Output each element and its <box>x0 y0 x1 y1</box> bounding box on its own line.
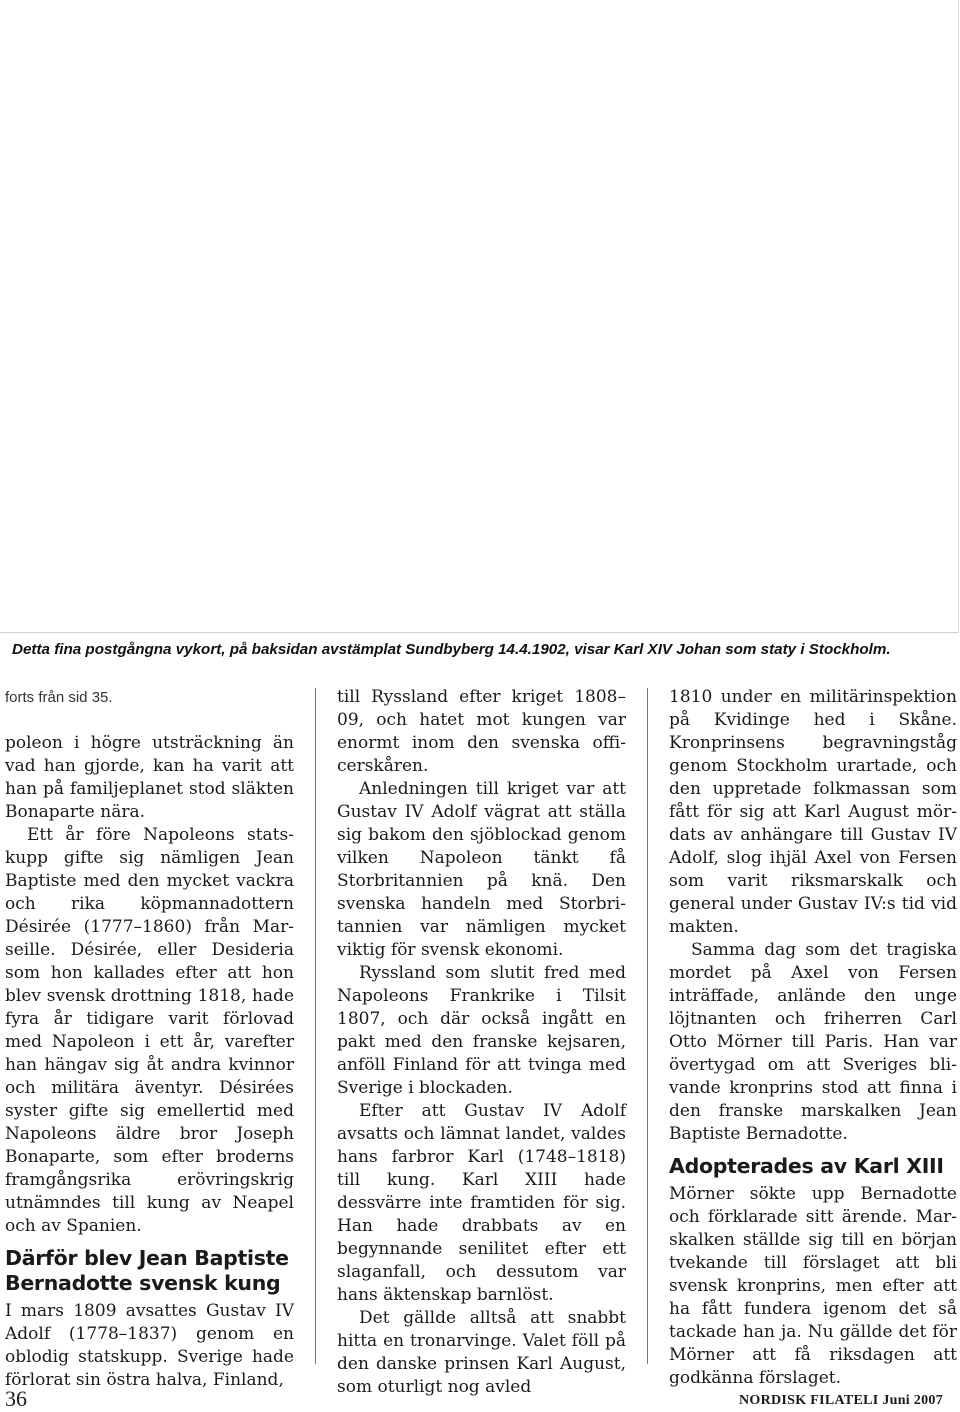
paragraph: 1810 under en militärinspektion på Kvidinge hed i Skåne. Kronprinsens begravningståg genom Stockholm urartade, och den uppretade folkmassan som fått för sig att Karl August mördats av anhängare till Gustav IV Adolf, slog ihjäl Axel von Fersen som varit riksmarskalk och general under Gustav IV:s tid vid makten. <box>669 687 957 937</box>
image-caption: Detta fina postgångna vykort, på baksidan avstämplat Sundbyberg 14.4.1902, visar Karl XIV Johan som staty i Stockholm. <box>12 641 891 658</box>
paragraph: Ryssland som slutit fred med Napoleons Frankrike i Tilsit 1807, och där också ingått en pakt med den franske kejsaren, anföll Finland för att tvinga med Sverige i blockaden. <box>337 963 626 1098</box>
article-column-1 <box>5 686 294 1392</box>
column-divider-1 <box>315 688 316 1364</box>
paragraph: till Ryssland efter kriget 1808–09, och hatet mot kungen var enormt inom den svenska officerskåren. <box>337 687 626 776</box>
column-divider-2 <box>647 688 648 1364</box>
paragraph: Anledningen till kriget var att Gustav IV Adolf vägrat att ställa sig bakom den sjöblockad genom vilken Napoleon tänkt få Storbritannien på knä. Den svenska handeln med Storbritannien var nämligen mycket viktig för svensk ekonomi. <box>337 779 626 960</box>
paragraph: poleon i högre utsträckning än vad han gjorde, kan ha varit att han på familjeplanet stod släkten Bonaparte nära. <box>5 733 294 822</box>
paragraph: Efter att Gustav IV Adolf avsatts och lämnat landet, valdes hans farbror Karl (1748–1818) till kung. Karl XIII hade dessvärre inte framtiden för sig. Han hade drabbats av en begynnande senilitet efter ett slaganfall, och dessutom var hans äktenskap barnlöst. <box>337 1101 626 1305</box>
paragraph: Ett år före Napoleons statskupp gifte sig nämligen Jean Baptiste med den mycket vackra och rika köpmannadottern Désirée (1777–1860) från Marseille. Désirée, eller Desideria som hon kallades efter att hon blev svensk drottning 1818, hade fyra år tidigare varit förlovad med Napoleon i ett år, varefter han hängav sig åt andra kvinnor och militära äventyr. Désirées syster gifte sig emellertid med Napoleons äldre bror Joseph Bonaparte, som efter broderns framgångsrika erövringskrig utnämndes till kung av Neapel och av Spanien. <box>5 825 294 1236</box>
postcard-image <box>0 0 959 633</box>
article-column-2 <box>337 686 626 1399</box>
section-heading: Adopterades av Karl XIII <box>669 1154 944 1178</box>
paragraph: Mörner sökte upp Bernadotte och förklarade sitt ärende. Marskalken ställde sig till en början tvekande till förslaget att bli svensk kronprins, men efter att ha fått fundera igenom det så tackade han ja. Nu gällde det för Mörner att få riksdagen att godkänna förslaget. <box>669 1184 957 1388</box>
paragraph: Samma dag som det tragiska mordet på Axel von Fersen inträffade, anlände den unge löjtnanten och friherren Carl Otto Mörner till Paris. Han var övertygad om att Sveriges blivande kronprins stod att finna i den franske marskalken Jean Baptiste Bernadotte. <box>669 940 957 1144</box>
section-heading: Därför blev Jean Baptiste Bernadotte svensk kung <box>5 1246 289 1295</box>
continued-note: forts från sid 35. <box>5 689 113 706</box>
page-number: 36 <box>5 1386 27 1411</box>
article-column-3 <box>669 686 957 1390</box>
paragraph: I mars 1809 avsattes Gustav IV Adolf (1778–1837) genom en oblodig statskupp. Sverige hade förlorat sin östra halva, Finland, <box>5 1301 294 1390</box>
publication-footer: NORDISK FILATELI Juni 2007 <box>739 1393 943 1408</box>
paragraph: Det gällde alltså att snabbt hitta en tronarvinge. Valet föll på den danske prinsen Karl August, som oturligt nog avled <box>337 1308 626 1397</box>
